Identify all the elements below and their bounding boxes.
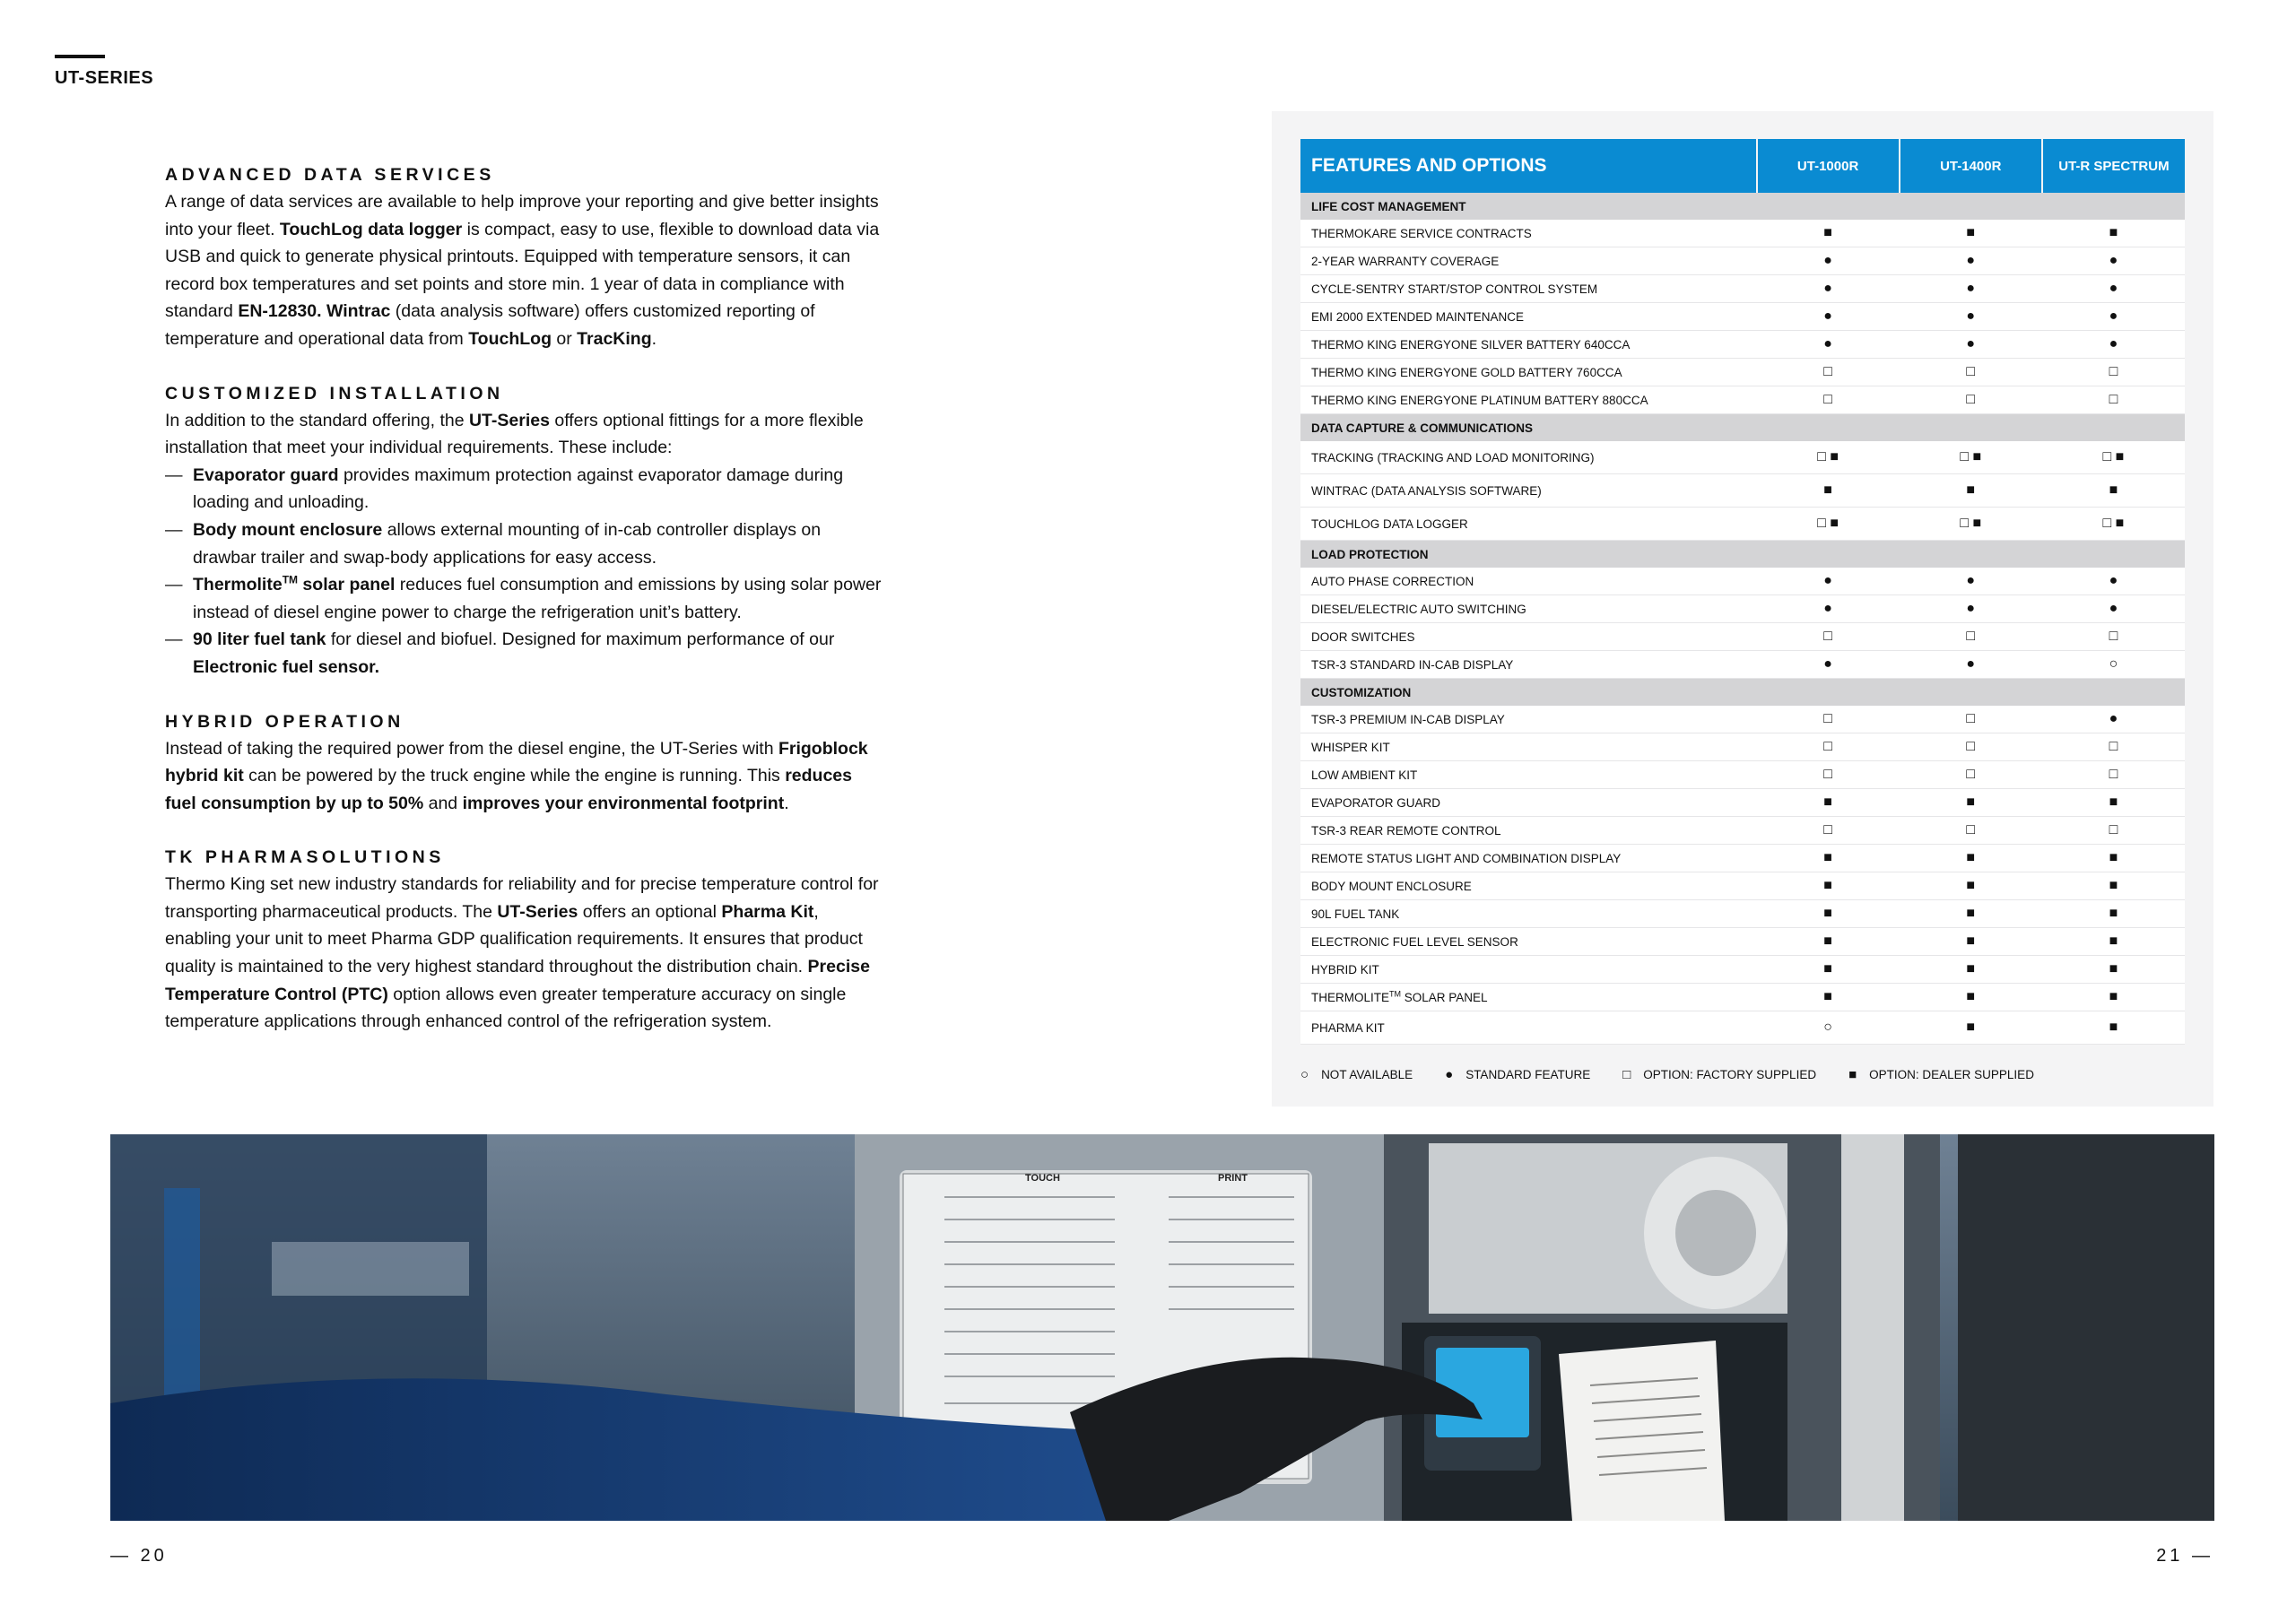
feature-name-text: TSR-3 REAR REMOTE CONTROL — [1311, 823, 1501, 838]
fittings-list — [165, 462, 883, 681]
availability-cell: ■ — [1757, 956, 1900, 984]
availability-cell: □ — [1757, 733, 1900, 761]
table-row — [1300, 359, 2185, 386]
list-item — [165, 626, 883, 681]
availability-cell: ■ — [1900, 789, 2042, 817]
body-bold: TouchLog data logger — [279, 219, 463, 239]
feature-name — [1300, 508, 1757, 541]
category-label: CUSTOMIZATION — [1300, 679, 2185, 707]
body-text: offers an optional — [578, 901, 722, 922]
model-header: UT-R SPECTRUM — [2042, 139, 2185, 193]
availability-cell: ● — [1900, 331, 2042, 359]
availability-cell: □ — [1757, 761, 1900, 789]
feature-name-text: LOW AMBIENT KIT — [1311, 768, 1418, 782]
series-label: UT-SERIES — [55, 68, 154, 88]
table-row — [1300, 900, 2185, 928]
table-row — [1300, 761, 2185, 789]
table-row — [1300, 331, 2185, 359]
feature-name-text: SOLAR PANEL — [1401, 990, 1488, 1004]
availability-cell: ● — [2042, 247, 2185, 275]
printout-paper — [1559, 1341, 1725, 1521]
feature-name-text: THERMO KING ENERGYONE PLATINUM BATTERY 880CCA — [1311, 393, 1648, 407]
body-bold: UT-Series — [468, 410, 550, 430]
category-row — [1300, 541, 2185, 568]
table-row — [1300, 568, 2185, 595]
availability-cell: ○ — [1757, 1011, 1900, 1045]
model-header: UT-1000R — [1757, 139, 1900, 193]
table-row — [1300, 220, 2185, 247]
availability-cell: □ ■ — [2042, 441, 2185, 474]
availability-cell: ■ — [2042, 474, 2185, 508]
availability-cell: □ — [1900, 706, 2042, 733]
availability-cell: ■ — [1900, 872, 2042, 900]
table-row — [1300, 845, 2185, 872]
feature-name — [1300, 956, 1757, 984]
list-item — [165, 516, 883, 571]
body-bold: TouchLog — [468, 328, 552, 349]
feature-name — [1300, 247, 1757, 275]
availability-cell: □ — [1757, 706, 1900, 733]
availability-cell: ● — [1900, 651, 2042, 679]
availability-cell: ● — [1757, 568, 1900, 595]
feature-name — [1300, 872, 1757, 900]
legend-symbol: □ — [1622, 1067, 1631, 1082]
availability-cell: ■ — [2042, 845, 2185, 872]
section-title: CUSTOMIZED INSTALLATION — [165, 383, 504, 404]
availability-cell: ■ — [2042, 928, 2185, 956]
section-body — [165, 735, 883, 818]
feature-name-text: 2-YEAR WARRANTY COVERAGE — [1311, 254, 1500, 268]
availability-cell: ■ — [1757, 220, 1900, 247]
body-bold: solar panel — [298, 575, 396, 595]
availability-cell: □ — [1757, 817, 1900, 845]
table-row — [1300, 386, 2185, 414]
body-bold: improves your environmental footprint — [462, 793, 785, 813]
table-row — [1300, 247, 2185, 275]
availability-cell: □ ■ — [2042, 508, 2185, 541]
availability-cell: ■ — [1900, 956, 2042, 984]
feature-name-text: TRACKING (TRACKING AND LOAD MONITORING) — [1311, 450, 1595, 464]
body-bold: Electronic fuel sensor. — [193, 656, 380, 677]
feature-name-text: EMI 2000 EXTENDED MAINTENANCE — [1311, 309, 1525, 324]
legend-item — [1300, 1067, 1413, 1082]
section-data-services — [165, 161, 883, 353]
features-panel — [1272, 111, 2213, 1107]
features-table — [1300, 139, 2185, 1045]
feature-name — [1300, 761, 1757, 789]
body-text: offers optional fittings for a more flexible installation that meet your individual requirements. These include: — [165, 410, 864, 458]
table-header-title: FEATURES AND OPTIONS — [1300, 139, 1757, 193]
legend — [1300, 1067, 2066, 1082]
availability-cell: ● — [1757, 331, 1900, 359]
feature-name-text: TSR-3 STANDARD IN-CAB DISPLAY — [1311, 657, 1514, 672]
body-text: Thermo King set new industry standards for reliability and for precise temperature control for transporting pharmaceutical products. The — [165, 874, 879, 922]
model-header: UT-1400R — [1900, 139, 2042, 193]
availability-cell: □ — [2042, 761, 2185, 789]
availability-cell: ● — [1900, 568, 2042, 595]
table-row — [1300, 872, 2185, 900]
legend-symbol: ● — [1445, 1067, 1454, 1082]
dash: — — [165, 575, 183, 595]
category-label: LIFE COST MANAGEMENT — [1300, 193, 2185, 220]
feature-name — [1300, 928, 1757, 956]
availability-cell: ■ — [1900, 474, 2042, 508]
availability-cell: ● — [1757, 275, 1900, 303]
body-bold: UT-Series — [497, 901, 578, 922]
legend-label: STANDARD FEATURE — [1465, 1068, 1591, 1081]
availability-cell: □ — [2042, 817, 2185, 845]
section-pharma — [165, 844, 883, 1036]
availability-cell: □ — [1900, 761, 2042, 789]
availability-cell: ● — [2042, 595, 2185, 623]
feature-name-text: ELECTRONIC FUEL LEVEL SENSOR — [1311, 934, 1518, 949]
availability-cell: ○ — [2042, 651, 2185, 679]
availability-cell: ■ — [2042, 789, 2185, 817]
availability-cell: □ — [2042, 733, 2185, 761]
feature-name — [1300, 303, 1757, 331]
availability-cell: ● — [2042, 568, 2185, 595]
availability-cell: ■ — [1900, 900, 2042, 928]
availability-cell: ■ — [1900, 928, 2042, 956]
table-row — [1300, 474, 2185, 508]
table-header-row — [1300, 139, 2185, 193]
body-text: or — [551, 328, 578, 349]
feature-name — [1300, 359, 1757, 386]
body-text: In addition to the standard offering, the — [165, 410, 469, 430]
category-row — [1300, 414, 2185, 442]
availability-cell: □ — [1900, 733, 2042, 761]
availability-cell: ● — [1900, 595, 2042, 623]
availability-cell: ■ — [1757, 872, 1900, 900]
body-bold: 90 liter fuel tank — [193, 629, 326, 650]
availability-cell: ● — [1757, 595, 1900, 623]
table-row — [1300, 956, 2185, 984]
feature-name — [1300, 474, 1757, 508]
body-text: is compact, easy to use, flexible to download data via USB and quick to generate physical printouts. Equipped with temperature sensors, it can record box temperatures and set points and store min. 1 year of data in compliance with standard — [165, 219, 880, 322]
body-text: can be powered by the truck engine while the engine is running. This — [243, 766, 786, 786]
feature-name — [1300, 220, 1757, 247]
left-column — [165, 161, 883, 1063]
availability-cell: ■ — [2042, 872, 2185, 900]
availability-cell: □ — [1900, 817, 2042, 845]
availability-cell: □ ■ — [1757, 508, 1900, 541]
photo-technician-controller — [110, 1134, 2214, 1521]
availability-cell: ● — [2042, 303, 2185, 331]
feature-name-text: REMOTE STATUS LIGHT AND COMBINATION DISPLAY — [1311, 851, 1622, 865]
table-row — [1300, 984, 2185, 1011]
feature-name — [1300, 568, 1757, 595]
availability-cell: ■ — [2042, 1011, 2185, 1045]
availability-cell: □ — [1757, 623, 1900, 651]
availability-cell: ■ — [1757, 474, 1900, 508]
body-text: option allows even greater temperature accuracy on single temperature applications through enhanced control of the refrigeration system. — [165, 984, 847, 1032]
feature-name-text: THERMO KING ENERGYONE SILVER BATTERY 640CCA — [1311, 337, 1631, 352]
body-text: reduces fuel consumption and emissions by using solar power instead of diesel engine power to charge the refrigeration unit’s battery. — [193, 575, 882, 622]
body-text: . — [784, 793, 789, 813]
feature-name-text: PHARMA KIT — [1311, 1020, 1385, 1035]
body-bold: Wintrac — [326, 301, 391, 322]
section-body — [165, 188, 883, 353]
table-body — [1300, 193, 2185, 1045]
availability-cell: □ ■ — [1900, 508, 2042, 541]
category-label: DATA CAPTURE & COMMUNICATIONS — [1300, 414, 2185, 442]
legend-symbol: ■ — [1848, 1067, 1857, 1082]
table-row — [1300, 1011, 2185, 1045]
availability-cell: ● — [1757, 651, 1900, 679]
page-number-left: — 20 — [110, 1546, 168, 1566]
table-row — [1300, 928, 2185, 956]
feature-name-text: 90L FUEL TANK — [1311, 907, 1400, 921]
category-label: LOAD PROTECTION — [1300, 541, 2185, 568]
availability-cell: □ — [1757, 386, 1900, 414]
feature-name — [1300, 733, 1757, 761]
legend-item — [1848, 1067, 2034, 1082]
feature-name — [1300, 331, 1757, 359]
feature-name-text: BODY MOUNT ENCLOSURE — [1311, 879, 1472, 893]
list-item — [165, 462, 883, 516]
body-bold: Body mount enclosure — [193, 519, 383, 540]
table-row — [1300, 733, 2185, 761]
availability-cell: ■ — [1900, 984, 2042, 1011]
feature-name-text: HYBRID KIT — [1311, 962, 1379, 976]
availability-cell: □ — [1757, 359, 1900, 386]
feature-name — [1300, 441, 1757, 474]
table-row — [1300, 275, 2185, 303]
body-text: allows external mounting of in-cab controller displays on drawbar trailer and swap-body applications for easy access. — [193, 519, 822, 568]
feature-name-text: DIESEL/ELECTRIC AUTO SWITCHING — [1311, 602, 1526, 616]
availability-cell: □ — [1900, 359, 2042, 386]
availability-cell: ■ — [1757, 845, 1900, 872]
availability-cell: ■ — [2042, 220, 2185, 247]
feature-name — [1300, 984, 1757, 1011]
photo-tab-print: PRINT — [1218, 1173, 1248, 1184]
list-item — [165, 571, 883, 626]
section-title: TK PHARMASOLUTIONS — [165, 847, 445, 868]
photo-illustration — [110, 1134, 2214, 1521]
availability-cell: ● — [1900, 303, 2042, 331]
body-text: for diesel and biofuel. Designed for maximum performance of our — [326, 629, 835, 650]
dash: — — [165, 519, 183, 540]
body-bold: Thermolite — [193, 575, 283, 595]
body-text: . — [651, 328, 657, 349]
body-bold: EN-12830. — [238, 301, 322, 322]
legend-symbol: ○ — [1300, 1067, 1309, 1082]
body-bold: TracKing — [577, 328, 652, 349]
legend-label: NOT AVAILABLE — [1321, 1068, 1413, 1081]
feature-name — [1300, 275, 1757, 303]
section-installation — [165, 380, 883, 681]
availability-cell: ■ — [1900, 220, 2042, 247]
body-text: , enabling your unit to meet Pharma GDP qualification requirements. It ensures that product quality is maintained to the very highest standard throughout the distribution chain. — [165, 901, 863, 977]
body-text: and — [423, 793, 463, 813]
body-bold: Evaporator guard — [193, 464, 339, 485]
table-row — [1300, 303, 2185, 331]
legend-label: OPTION: DEALER SUPPLIED — [1869, 1068, 2034, 1081]
table-row — [1300, 817, 2185, 845]
availability-cell: ■ — [1900, 1011, 2042, 1045]
availability-cell: ■ — [1900, 845, 2042, 872]
trademark: TM — [1389, 989, 1402, 998]
feature-name-text: THERMO KING ENERGYONE GOLD BATTERY 760CCA — [1311, 365, 1622, 379]
feature-name-text: WHISPER KIT — [1311, 740, 1390, 754]
table-row — [1300, 508, 2185, 541]
feature-name-text: EVAPORATOR GUARD — [1311, 795, 1441, 810]
table-row — [1300, 441, 2185, 474]
page-number-right: 21 — — [2156, 1546, 2213, 1566]
section-hybrid — [165, 708, 883, 818]
feature-name-text: TOUCHLOG DATA LOGGER — [1311, 516, 1468, 531]
body-text: A range of data services are available to help improve your reporting and give better insights into your fleet. — [165, 192, 879, 239]
availability-cell: ● — [1900, 247, 2042, 275]
dash: — — [165, 464, 183, 485]
availability-cell: ■ — [1757, 928, 1900, 956]
table-row — [1300, 595, 2185, 623]
section-title: ADVANCED DATA SERVICES — [165, 165, 495, 185]
body-text: provides maximum protection against evaporator damage during loading and unloading. — [193, 464, 844, 513]
feature-name-text: WINTRAC (DATA ANALYSIS SOFTWARE) — [1311, 483, 1542, 498]
availability-cell: □ — [1900, 623, 2042, 651]
legend-item — [1445, 1067, 1590, 1082]
table-row — [1300, 706, 2185, 733]
availability-cell: □ ■ — [1900, 441, 2042, 474]
legend-label: OPTION: FACTORY SUPPLIED — [1643, 1068, 1817, 1081]
trademark: TM — [282, 573, 299, 586]
series-rule — [55, 55, 105, 58]
feature-name — [1300, 845, 1757, 872]
availability-cell: □ — [1900, 386, 2042, 414]
feature-name — [1300, 595, 1757, 623]
feature-name-text: CYCLE-SENTRY START/STOP CONTROL SYSTEM — [1311, 282, 1598, 296]
body-bold: Pharma Kit — [721, 901, 814, 922]
category-row — [1300, 193, 2185, 220]
availability-cell: ■ — [1757, 900, 1900, 928]
availability-cell: □ ■ — [1757, 441, 1900, 474]
section-title: HYBRID OPERATION — [165, 711, 404, 732]
body-bold: Precise Temperature Control (PTC) — [165, 957, 870, 1004]
availability-cell: ■ — [2042, 900, 2185, 928]
body-bold: reduces fuel consumption by up to 50% — [165, 766, 852, 813]
category-row — [1300, 679, 2185, 707]
availability-cell: ■ — [2042, 984, 2185, 1011]
feature-name-text: AUTO PHASE CORRECTION — [1311, 574, 1474, 588]
table-row — [1300, 789, 2185, 817]
availability-cell: □ — [2042, 623, 2185, 651]
section-body — [165, 407, 883, 462]
availability-cell: ● — [2042, 275, 2185, 303]
availability-cell: ● — [1900, 275, 2042, 303]
feature-name — [1300, 706, 1757, 733]
legend-item — [1622, 1067, 1816, 1082]
availability-cell: ■ — [1757, 984, 1900, 1011]
feature-name — [1300, 386, 1757, 414]
feature-name — [1300, 817, 1757, 845]
body-text: (data analysis software) offers customized reporting of temperature and operational data from — [165, 301, 815, 349]
body-bold: Frigoblock hybrid kit — [165, 738, 868, 786]
feature-name — [1300, 789, 1757, 817]
dash: — — [165, 629, 183, 650]
availability-cell: □ — [2042, 359, 2185, 386]
availability-cell: ● — [2042, 706, 2185, 733]
section-body — [165, 871, 883, 1036]
feature-name-text: THERMOKARE SERVICE CONTRACTS — [1311, 226, 1532, 240]
feature-name-text: TSR-3 PREMIUM IN-CAB DISPLAY — [1311, 712, 1505, 726]
table-row — [1300, 623, 2185, 651]
availability-cell: ● — [1757, 247, 1900, 275]
feature-name-text: THERMOLITE — [1311, 990, 1390, 1004]
availability-cell: ● — [2042, 331, 2185, 359]
photo-tab-touch: TOUCH — [1025, 1173, 1060, 1184]
feature-name — [1300, 900, 1757, 928]
availability-cell: ■ — [1757, 789, 1900, 817]
availability-cell: □ — [2042, 386, 2185, 414]
feature-name-text: DOOR SWITCHES — [1311, 629, 1415, 644]
table-row — [1300, 651, 2185, 679]
feature-name — [1300, 651, 1757, 679]
availability-cell: ■ — [2042, 956, 2185, 984]
feature-name — [1300, 1011, 1757, 1045]
body-text: Instead of taking the required power from the diesel engine, the UT-Series with — [165, 738, 778, 759]
feature-name — [1300, 623, 1757, 651]
availability-cell: ● — [1757, 303, 1900, 331]
